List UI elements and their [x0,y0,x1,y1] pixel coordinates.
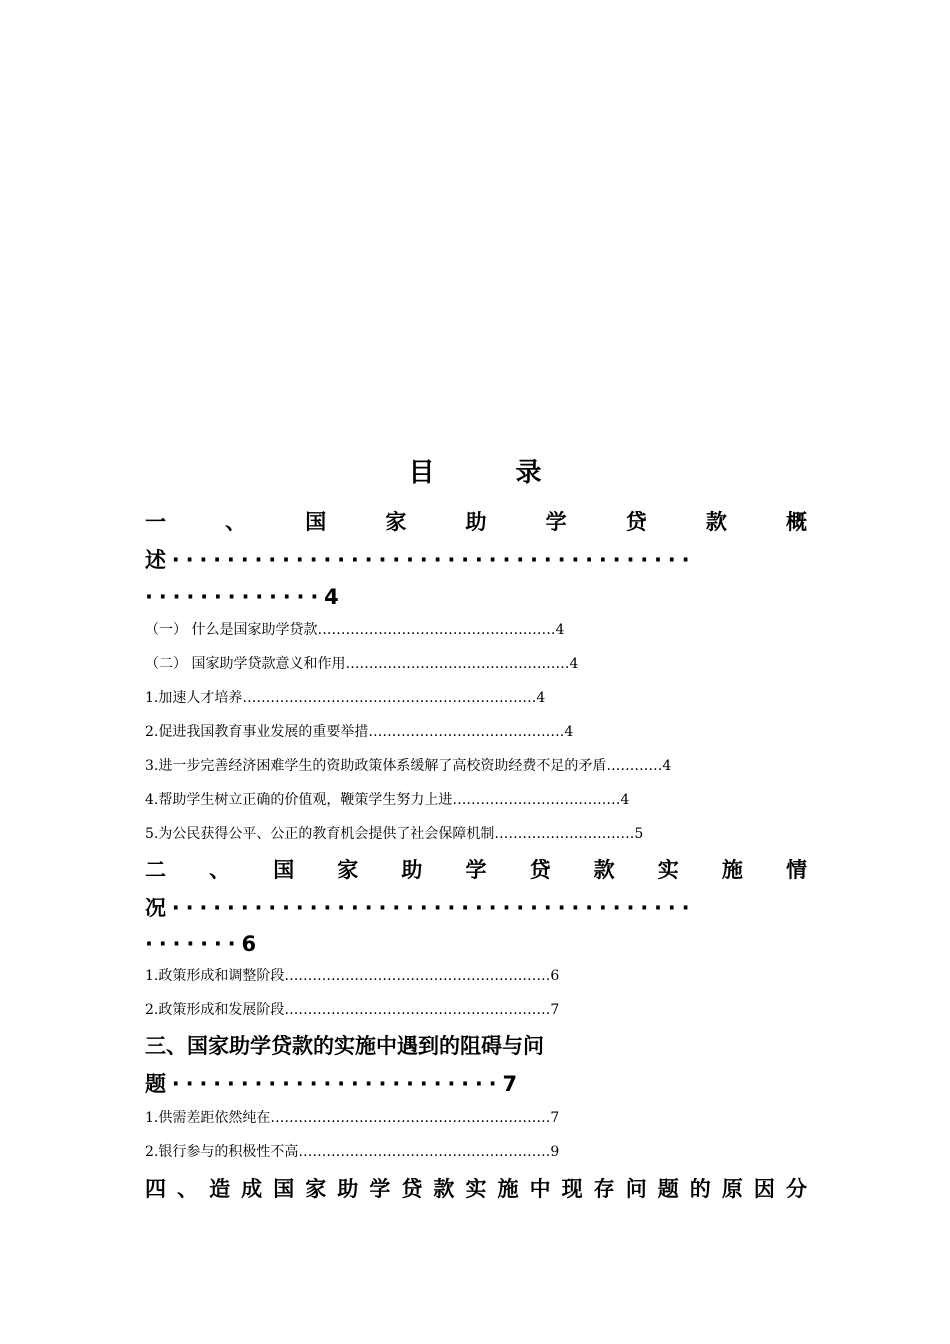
toc-entry-3-1[interactable]: 1.供需差距依然纯在……………………………………………………7 [145,1110,560,1126]
toc-heading-3[interactable]: 三、国家助学贷款的实施中遇到的阻碍与问 [145,1034,544,1058]
toc-entry-1-2-4[interactable]: 4.帮助学生树立正确的价值观，鞭策学生努力上进………………………………4 [145,792,630,808]
toc-heading-1-leader: ·············4 [145,585,345,609]
toc-entry-2-1[interactable]: 1.政策形成和调整阶段…………………………………………………6 [145,968,560,984]
toc-entry-1-1[interactable]: （一） 什么是国家助学贷款……………………………………………4 [145,622,565,638]
toc-heading-2-continuation: 况······································ [145,896,696,920]
toc-entry-2-2[interactable]: 2.政策形成和发展阶段…………………………………………………7 [145,1002,560,1018]
toc-heading-2[interactable]: 二 、 国 家 助 学 贷 款 实 施 情 [145,858,807,882]
toc-entry-1-2-3[interactable]: 3.进一步完善经济困难学生的资助政策体系缓解了高校资助经费不足的矛盾…………4 [145,758,672,774]
toc-entry-3-2[interactable]: 2.银行参与的积极性不高………………………………………………9 [145,1144,560,1160]
toc-entry-1-2-1[interactable]: 1.加速人才培养………………………………………………………4 [145,690,546,706]
toc-entry-1-2[interactable]: （二） 国家助学贷款意义和作用…………………………………………4 [145,656,579,672]
toc-title: 目 录 [408,458,578,488]
toc-heading-1[interactable]: 一 、 国 家 助 学 贷 款 概 [145,510,807,534]
toc-entry-1-2-2[interactable]: 2.促进我国教育事业发展的重要举措……………………………………4 [145,724,574,740]
toc-heading-1-continuation: 述······································ [145,548,696,572]
toc-heading-3-continuation: 题························7 [145,1072,523,1096]
toc-entry-1-2-5[interactable]: 5.为公民获得公平、公正的教育机会提供了社会保障机制…………………………5 [145,826,644,842]
toc-heading-4[interactable]: 四 、 造 成 国 家 助 学 贷 款 实 施 中 现 存 问 题 的 原 因 分 [145,1177,807,1201]
toc-heading-2-leader: ·······6 [145,932,262,956]
